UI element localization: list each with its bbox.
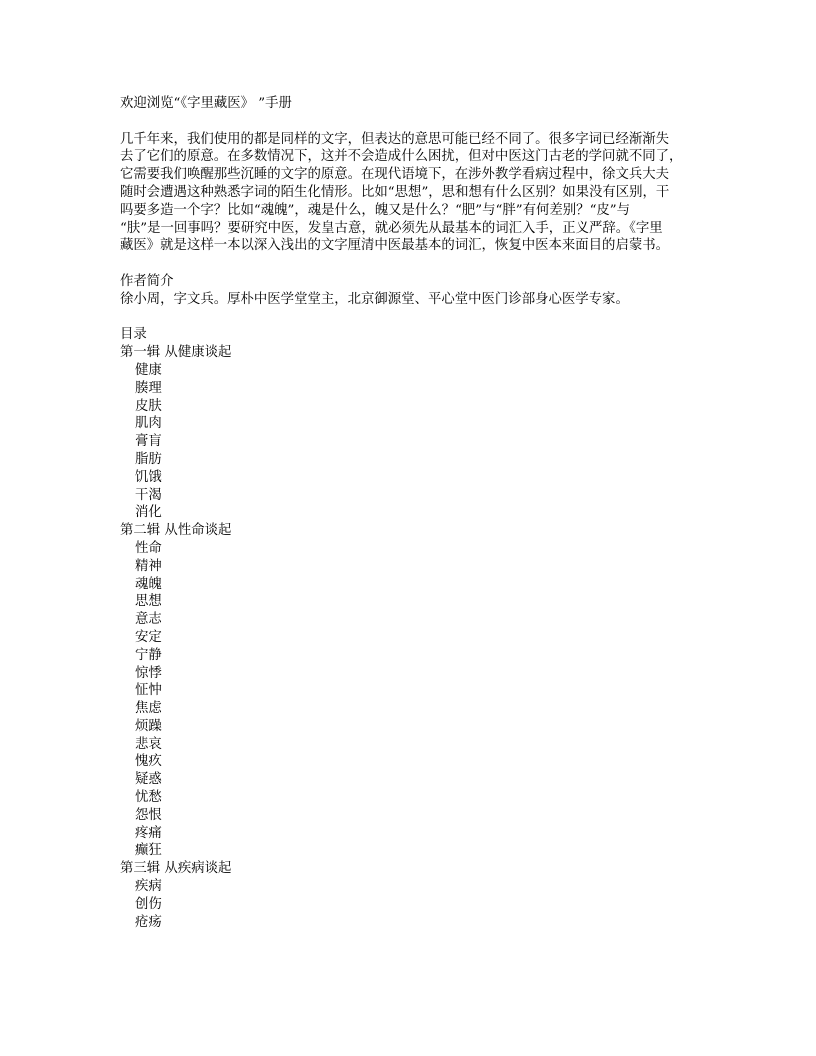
- toc-item: 消化: [135, 505, 162, 521]
- spacer: [120, 309, 700, 327]
- intro-line: 藏医》就是这样一本以深入浅出的文字厘清中医最基本的词汇，恢复中医本来面目的启蒙书。: [120, 238, 670, 254]
- toc-item: 创伤: [135, 896, 162, 912]
- toc-section-title: 第二辑 从性命谈起: [120, 523, 232, 539]
- toc-item: 皮肤: [135, 398, 162, 414]
- toc-item: 肌肉: [135, 416, 162, 432]
- toc-item: 疾病: [135, 879, 162, 895]
- toc-heading: 目录: [120, 327, 147, 343]
- toc-item: 精神: [135, 558, 162, 574]
- toc-item: 疼痛: [135, 825, 162, 841]
- toc-item: 怔忡: [135, 683, 162, 699]
- toc-section-3: [120, 860, 700, 931]
- toc-section-title: 第三辑 从疾病谈起: [120, 861, 232, 877]
- author-bio: 徐小周，字文兵。厚朴中医学堂堂主，北京御源堂、平心堂中医门诊部身心医学专家。: [120, 291, 629, 307]
- toc-item: 安定: [135, 629, 162, 645]
- toc-item: 性命: [135, 540, 162, 556]
- toc-item: 魂魄: [135, 576, 162, 592]
- intro-paragraph: [120, 131, 700, 256]
- intro-line: 随时会遭遇这种熟悉字词的陌生化情形。比如“思想”，思和想有什么区别？如果没有区别，干: [120, 184, 670, 200]
- toc-section-1: [120, 344, 700, 522]
- spacer: [120, 255, 700, 273]
- toc-item: 焦虑: [135, 701, 162, 717]
- toc-item: 忧愁: [135, 790, 162, 806]
- toc-item: 饥饿: [135, 469, 162, 485]
- intro-line: 去了它们的原意。在多数情况下，这并不会造成什么困扰，但对中医这门古老的学问就不同了，: [120, 149, 683, 165]
- toc-section-title: 第一辑 从健康谈起: [120, 345, 232, 361]
- toc-item: 烦躁: [135, 718, 162, 734]
- toc-item: 愧疚: [135, 754, 162, 770]
- intro-line: 它需要我们唤醒那些沉睡的文字的原意。在现代语境下，在涉外教学看病过程中，徐文兵大夫: [120, 167, 670, 183]
- toc-item: 癫狂: [135, 843, 162, 859]
- toc-item: 惊悸: [135, 665, 162, 681]
- toc-item: 脂肪: [135, 451, 162, 467]
- spacer: [120, 113, 700, 131]
- intro-line: “肤”是一回事吗？要研究中医，发皇古意，就必须先从最基本的词汇入手，正义严辞。《字里: [120, 220, 663, 236]
- toc-item: 膏肓: [135, 434, 162, 450]
- toc-item: 疮疡: [135, 914, 162, 930]
- toc-item: 疑惑: [135, 772, 162, 788]
- intro-line: 吗要多造一个字？比如“魂魄”，魂是什么，魄又是什么？“肥”与“胖”有何差别？“皮”与: [120, 202, 631, 218]
- toc-item: 悲哀: [135, 736, 162, 752]
- document-page: [120, 95, 700, 931]
- author-heading: 作者简介: [120, 273, 174, 289]
- toc-item: 思想: [135, 594, 162, 610]
- toc-item: 意志: [135, 612, 162, 628]
- toc-item: 怨恨: [135, 807, 162, 823]
- intro-line: 几千年来，我们使用的都是同样的文字，但表达的意思可能已经不同了。很多字词已经渐渐失: [120, 131, 670, 147]
- welcome-title: 欢迎浏览“《字里藏医》 ”手册: [120, 96, 292, 111]
- toc-section-2: [120, 522, 700, 860]
- toc-item: 干渴: [135, 487, 162, 503]
- toc-item: 腠理: [135, 380, 162, 396]
- toc-item: 宁静: [135, 647, 162, 663]
- toc-item: 健康: [135, 362, 162, 378]
